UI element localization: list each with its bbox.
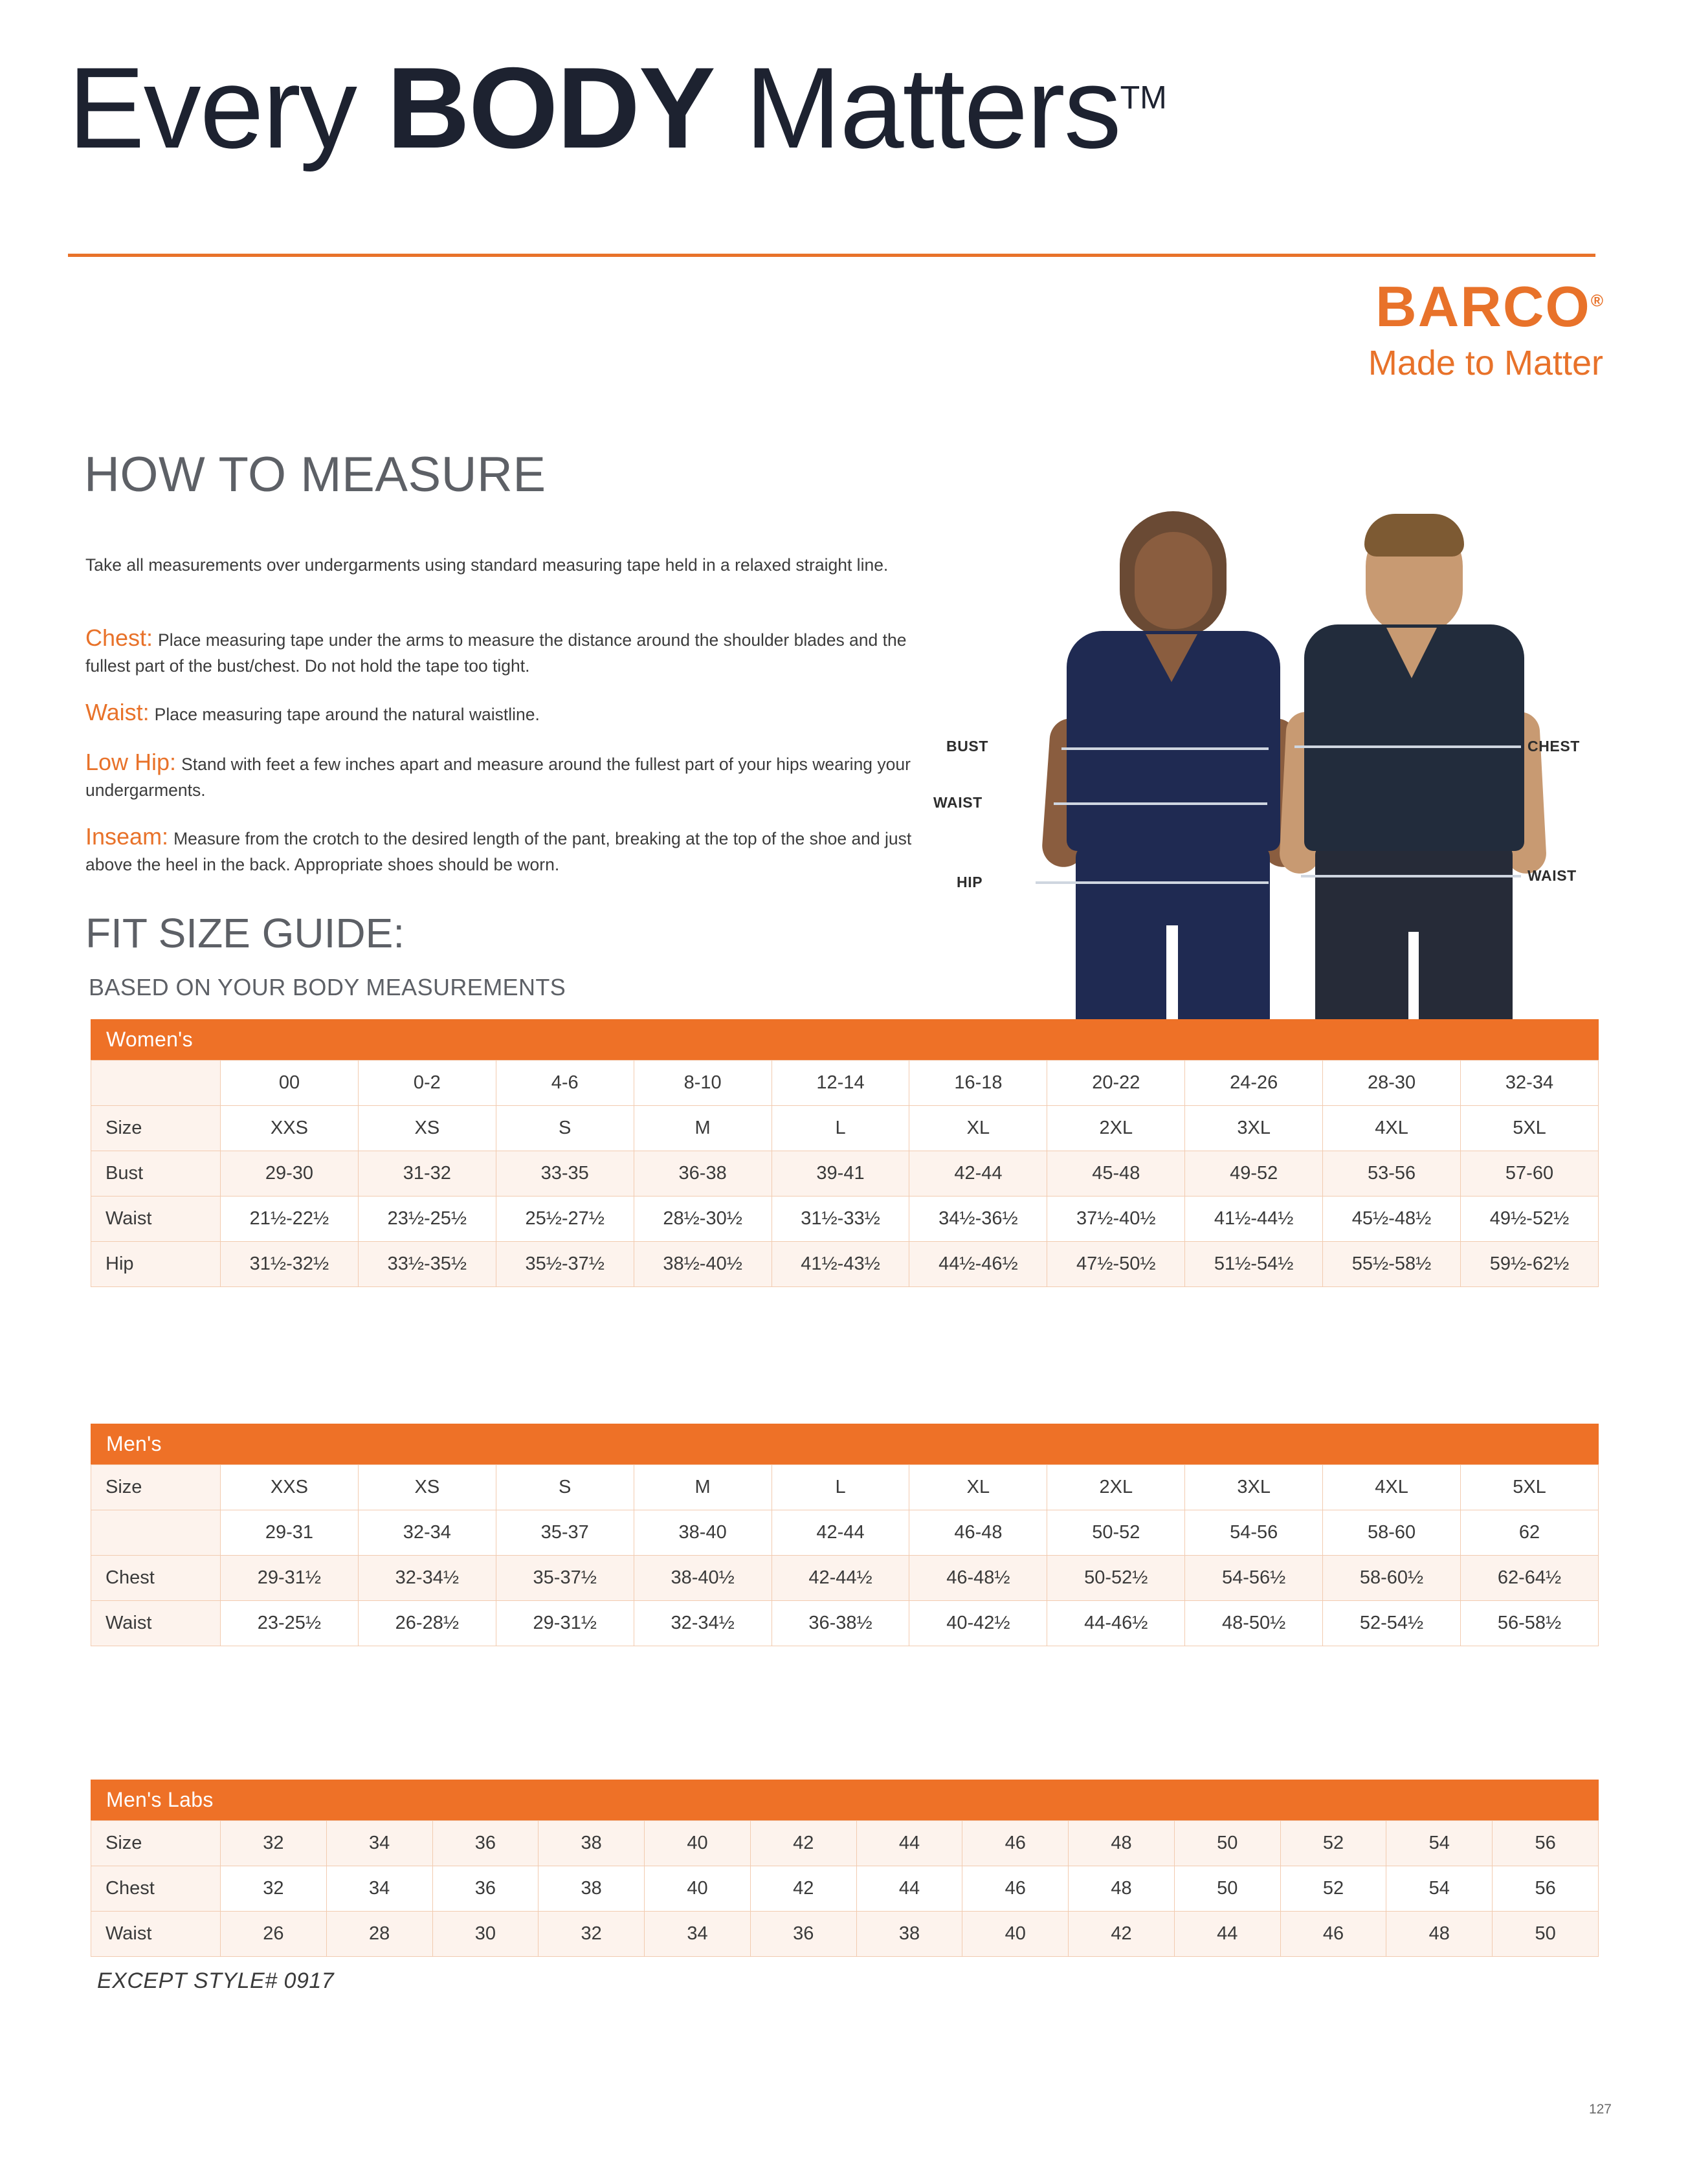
table-cell: 16-18 [909,1061,1047,1106]
table-cell: 54-56 [1185,1510,1323,1556]
male-waist-measure-line [1301,875,1521,877]
row-label: Bust [91,1151,221,1197]
table-cell: XL [909,1106,1047,1151]
mens-table-title: Men's [91,1424,1599,1464]
table-cell: L [772,1106,909,1151]
table-cell: 38 [856,1912,962,1957]
row-label: Waist [91,1197,221,1242]
table-cell: 29-31 [221,1510,359,1556]
table-cell: 44½-46½ [909,1242,1047,1287]
mens-labs-size-table [91,1820,1599,1957]
table-cell: 4XL [1323,1106,1461,1151]
table-cell: 21½-22½ [221,1197,359,1242]
brand-name-text: BARCO [1375,274,1591,338]
row-label: Size [91,1821,221,1866]
row-label [91,1061,221,1106]
table-cell: XL [909,1465,1047,1510]
measure-text-inseam: Measure from the crotch to the desired length of the pant, breaking at the top of the shoe and just above the heel in the back. Appropriate shoes should be worn. [85,828,912,874]
table-cell: 32-34½ [358,1556,496,1601]
table-cell: 49-52 [1185,1151,1323,1197]
table-cell: 46 [962,1866,1069,1912]
table-cell: 26-28½ [358,1601,496,1646]
table-cell: 35-37 [496,1510,634,1556]
table-cell: XXS [221,1465,359,1510]
masthead [68,43,1634,172]
table-row [91,1465,1599,1510]
table-cell: 24-26 [1185,1061,1323,1106]
table-cell: 46 [962,1821,1069,1866]
masthead-bold: BODY [386,43,715,172]
table-cell: 50-52 [1047,1510,1185,1556]
table-cell: 44 [856,1821,962,1866]
table-cell: 56 [1493,1821,1599,1866]
table-cell: 42-44½ [772,1556,909,1601]
table-cell: 28½-30½ [634,1197,772,1242]
intro-paragraph: Take all measurements over undergarments using standard measuring tape held in a relaxed straight line. [85,555,889,575]
row-label: Waist [91,1912,221,1957]
table-cell: 36 [432,1866,539,1912]
table-row [91,1601,1599,1646]
mens-size-table [91,1464,1599,1646]
table-cell: 48 [1386,1912,1493,1957]
table-cell: 36-38½ [772,1601,909,1646]
table-cell: 34½-36½ [909,1197,1047,1242]
models-photo [997,498,1547,1022]
table-cell: 31½-33½ [772,1197,909,1242]
table-cell: 4XL [1323,1465,1461,1510]
male-hair [1364,514,1464,557]
table-cell: 40 [645,1821,751,1866]
table-cell: 40 [962,1912,1069,1957]
table-cell: 54-56½ [1185,1556,1323,1601]
table-cell: S [496,1106,634,1151]
table-row [91,1510,1599,1556]
table-cell: 2XL [1047,1106,1185,1151]
table-cell: 48-50½ [1185,1601,1323,1646]
row-label [91,1510,221,1556]
masthead-divider [68,254,1595,257]
table-cell: 50 [1493,1912,1599,1957]
table-cell: 40 [645,1866,751,1912]
table-row [91,1242,1599,1287]
table-cell: 62-64½ [1461,1556,1599,1601]
table-cell: 45-48 [1047,1151,1185,1197]
table-cell: M [634,1465,772,1510]
table-cell: 49½-52½ [1461,1197,1599,1242]
label-waist-left: WAIST [933,794,983,811]
table-cell: 58-60½ [1323,1556,1461,1601]
table-cell: 46 [1280,1912,1386,1957]
table-cell: 32 [539,1912,645,1957]
table-cell: 29-31½ [221,1556,359,1601]
label-bust: BUST [946,738,989,755]
table-cell: 54 [1386,1821,1493,1866]
mens-labs-table-wrap [91,1780,1599,1957]
table-cell: L [772,1465,909,1510]
table-cell: XS [358,1106,496,1151]
table-cell: 46-48½ [909,1556,1047,1601]
table-cell: 4-6 [496,1061,634,1106]
brand-tagline: Made to Matter [1368,344,1603,382]
table-cell: 56 [1493,1866,1599,1912]
row-label: Size [91,1465,221,1510]
table-cell: 5XL [1461,1106,1599,1151]
label-chest: CHEST [1527,738,1580,755]
table-cell: 34 [326,1821,432,1866]
table-cell: 34 [326,1866,432,1912]
row-label: Chest [91,1866,221,1912]
page-title [68,43,1634,172]
table-cell: 23-25½ [221,1601,359,1646]
table-row [91,1197,1599,1242]
table-cell: 39-41 [772,1151,909,1197]
womens-size-table [91,1060,1599,1287]
table-row [91,1106,1599,1151]
table-cell: 47½-50½ [1047,1242,1185,1287]
measure-item-inseam [85,820,920,877]
measure-term-low-hip: Low Hip: [85,748,177,775]
table-cell: 40-42½ [909,1601,1047,1646]
table-cell: 44-46½ [1047,1601,1185,1646]
table-cell: 35-37½ [496,1556,634,1601]
table-cell: 54 [1386,1866,1493,1912]
table-cell: 59½-62½ [1461,1242,1599,1287]
measure-text-low-hip: Stand with feet a few inches apart and measure around the fullest part of your hips wearing your undergarments. [85,754,911,800]
table-cell: XS [358,1465,496,1510]
table-cell: 36-38 [634,1151,772,1197]
table-cell: 32 [221,1821,327,1866]
table-cell: 50 [1174,1866,1280,1912]
table-cell: XXS [221,1106,359,1151]
table-cell: 36 [432,1821,539,1866]
table-cell: 38 [539,1866,645,1912]
table-cell: 42 [1069,1912,1175,1957]
table-cell: 48 [1069,1866,1175,1912]
table-cell: 29-31½ [496,1601,634,1646]
table-row [91,1912,1599,1957]
brand-logo [1368,274,1603,382]
row-label: Hip [91,1242,221,1287]
table-cell: 46-48 [909,1510,1047,1556]
table-cell: 55½-58½ [1323,1242,1461,1287]
measure-item-waist [85,696,920,729]
table-cell: 42-44 [772,1510,909,1556]
table-row [91,1821,1599,1866]
table-cell: M [634,1106,772,1151]
table-row [91,1061,1599,1106]
table-cell: 29-30 [221,1151,359,1197]
masthead-pre: Every [68,43,387,172]
table-cell: 44 [856,1866,962,1912]
table-cell: 42 [750,1821,856,1866]
table-cell: 38-40 [634,1510,772,1556]
measure-text-waist: Place measuring tape around the natural waistline. [154,704,540,724]
table-cell: 51½-54½ [1185,1242,1323,1287]
table-cell: 23½-25½ [358,1197,496,1242]
table-cell: 57-60 [1461,1151,1599,1197]
table-cell: 44 [1174,1912,1280,1957]
bust-measure-line [1061,747,1269,750]
table-cell: 25½-27½ [496,1197,634,1242]
table-cell: 2XL [1047,1465,1185,1510]
table-cell: 33½-35½ [358,1242,496,1287]
table-cell: 53-56 [1323,1151,1461,1197]
registered-icon: ® [1590,291,1603,311]
mens-size-table-wrap [91,1424,1599,1646]
table-cell: 36 [750,1912,856,1957]
measure-instructions-list [85,621,920,894]
row-label: Size [91,1106,221,1151]
table-cell: 31½-32½ [221,1242,359,1287]
table-cell: 26 [221,1912,327,1957]
table-cell: 38-40½ [634,1556,772,1601]
table-cell: 38½-40½ [634,1242,772,1287]
womens-table-title: Women's [91,1019,1599,1060]
female-waist-measure-line [1054,802,1267,805]
table-cell: 3XL [1185,1465,1323,1510]
table-cell: 31-32 [358,1151,496,1197]
table-cell: 20-22 [1047,1061,1185,1106]
measure-item-chest [85,621,920,679]
table-cell: 28 [326,1912,432,1957]
table-cell: 28-30 [1323,1061,1461,1106]
table-cell: 32-34 [1461,1061,1599,1106]
measure-text-chest: Place measuring tape under the arms to measure the distance around the shoulder blades and the fullest part of the bust/chest. Do not hold the tape too tight. [85,630,907,676]
brand-name [1368,274,1603,338]
male-pant-gap [1408,932,1419,1022]
table-cell: 8-10 [634,1061,772,1106]
female-face [1135,532,1212,629]
table-cell: 38 [539,1821,645,1866]
table-cell: 32-34½ [634,1601,772,1646]
table-row [91,1151,1599,1197]
table-cell: 33-35 [496,1151,634,1197]
hip-measure-line [1036,881,1269,884]
table-cell: 56-58½ [1461,1601,1599,1646]
table-cell: 5XL [1461,1465,1599,1510]
table-cell: 50-52½ [1047,1556,1185,1601]
table-cell: 0-2 [358,1061,496,1106]
table-cell: 42 [750,1866,856,1912]
measure-term-waist: Waist: [85,698,150,725]
table-cell: 41½-43½ [772,1242,909,1287]
male-model-figure [1275,511,1547,1022]
table-cell: 34 [645,1912,751,1957]
measure-term-chest: Chest: [85,624,153,651]
table-cell: 00 [221,1061,359,1106]
trademark-mark: TM [1120,79,1167,116]
label-hip: HIP [957,874,983,890]
row-label: Chest [91,1556,221,1601]
table-cell: 37½-40½ [1047,1197,1185,1242]
section-subheading-based-on: BASED ON YOUR BODY MEASUREMENTS [89,974,566,1000]
table-cell: 3XL [1185,1106,1323,1151]
table-row [91,1866,1599,1912]
section-heading-how-to-measure: HOW TO MEASURE [84,447,546,502]
table-cell: 52 [1280,1866,1386,1912]
mens-labs-table-title: Men's Labs [91,1780,1599,1820]
table-cell: 48 [1069,1821,1175,1866]
table-cell: 52 [1280,1821,1386,1866]
measure-term-inseam: Inseam: [85,822,169,850]
female-pant-gap [1166,925,1178,1022]
table-cell: 62 [1461,1510,1599,1556]
table-cell: 35½-37½ [496,1242,634,1287]
womens-size-table-wrap [91,1019,1599,1287]
section-heading-fit-size-guide: FIT SIZE GUIDE: [85,910,405,956]
measure-item-low-hip [85,745,920,803]
page-number: 127 [1588,2102,1612,2117]
table-cell: 50 [1174,1821,1280,1866]
except-style-note: EXCEPT STYLE# 0917 [97,1969,335,1993]
label-waist-right: WAIST [1527,867,1577,884]
female-model-figure [1042,511,1301,1022]
chest-measure-line [1294,745,1521,748]
masthead-post: Matters [714,43,1120,172]
table-row [91,1556,1599,1601]
table-cell: S [496,1465,634,1510]
table-cell: 32-34 [358,1510,496,1556]
table-cell: 41½-44½ [1185,1197,1323,1242]
table-cell: 45½-48½ [1323,1197,1461,1242]
table-cell: 42-44 [909,1151,1047,1197]
table-cell: 12-14 [772,1061,909,1106]
row-label: Waist [91,1601,221,1646]
table-cell: 52-54½ [1323,1601,1461,1646]
table-cell: 58-60 [1323,1510,1461,1556]
table-cell: 32 [221,1866,327,1912]
table-cell: 30 [432,1912,539,1957]
